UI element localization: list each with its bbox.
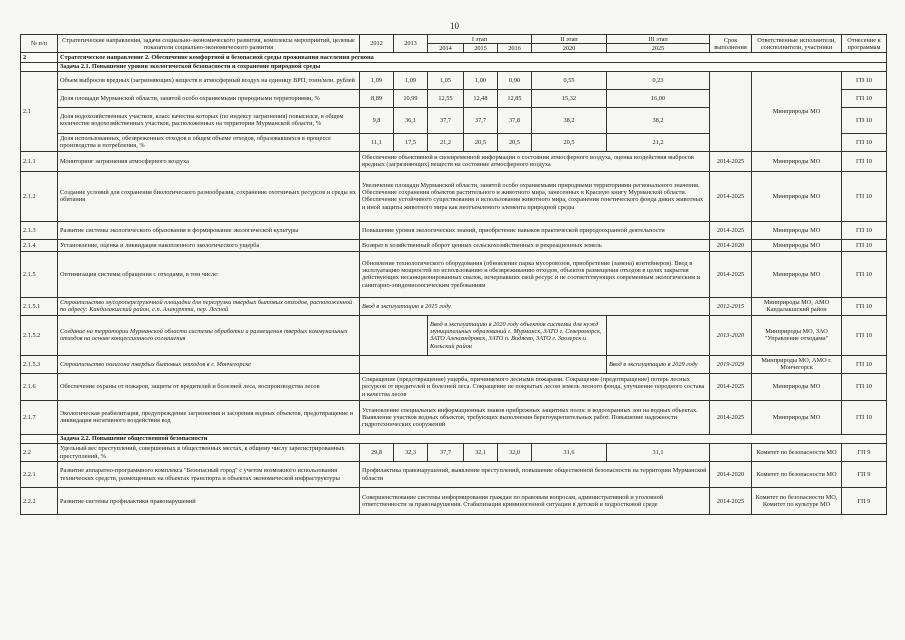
header-2016: 2016 [498,44,532,53]
task-row [21,62,887,71]
indicator-label: Удельный вес преступлений, совершенных в общественных местах, к общему числу зарегистрированных преступлений, % [58,444,360,462]
value-2015: 1,00 [464,71,498,89]
header-num: № п/п [21,35,58,53]
responsible-cell: Минприроды МО [752,239,842,251]
value-2012: 8,89 [360,89,394,107]
header-responsible: Ответственные исполнители, соисполнители, участники [752,35,842,53]
measure-row [21,239,887,251]
measure-result: Обеспечение объективной и своевременной информации о состоянии атмосферного воздуха, оценка воздействия выбросов вредных (загрязняющих) веществ на состояние атмосферного воздуха [360,151,710,171]
value-2025: 21,2 [607,133,710,151]
measure-title: Развитие системы экологического образования и формирование экологической культуры [58,221,360,239]
measure-row [21,488,887,515]
program-cell: ГП 10 [842,297,887,315]
measure-row [21,151,887,171]
indicator-label: Доля площади Мурманской области, занятой особо охраняемыми природными территориями, % [58,89,360,107]
deadline-cell: 2014-2020 [710,239,752,251]
measure-row [21,462,887,488]
value-2012: 1,09 [360,71,394,89]
header-program: Отнесение к программам [842,35,887,53]
measure-num: 2.1.5.2 [21,315,58,355]
responsible-cell: Минприроды МО, ЗАО "Управление отходами" [752,315,842,355]
program-cell: ГП 10 [842,315,887,355]
responsible-cell: Минприроды МО [752,400,842,434]
value-2013: 36,1 [394,107,428,133]
value-2020: 31,6 [532,444,607,462]
measure-num: 2.2.1 [21,462,58,488]
indicator-label: Объем выбросов вредных (загрязняющих) веществ в атмосферный воздух на единицу ВРП, тонн/млн. рублей [58,71,360,89]
measure-result: Сокращение (предотвращение) ущерба, причиняемого лесными пожарами. Сокращение (предотвращение) потерь лесных ресурсов от вредителей и болезней леса. Сокращение не покрытых лесом земель лесного фонда, улучшение породного состава и качества лесов [360,373,710,400]
value-2013: 17,5 [394,133,428,151]
responsible-cell: Минприроды МО [752,171,842,221]
program-cell: ГП 9 [842,444,887,462]
value-2014: 21,2 [428,133,464,151]
measure-title: Обеспечение охраны от пожаров, защиты от вредителей и болезней леса, воспроизводства лесов [58,373,360,400]
value-2020: 20,5 [532,133,607,151]
value-2020: 15,32 [532,89,607,107]
measure-row [21,171,887,221]
measure-result: Ввод в эксплуатацию в 2020 году объектов системы для нужд муниципальных образований г. Мурманск, ЗАТО г. Североморск, ЗАТО Александровск, ЗАТО п. Видяево, ЗАТО г. Заозерск и Кольский район [428,315,607,355]
header-stage-1: I этап [428,35,532,44]
measure-title: Установление, оценка и ликвидация накопленного экологического ущерба [58,239,360,251]
program-cell: ГП 10 [842,355,887,373]
program-cell: ГП 9 [842,488,887,515]
program-cell: ГП 10 [842,133,887,151]
value-2015: 37,7 [464,107,498,133]
deadline-cell: 2019-2029 [710,355,752,373]
measure-num: 2.1.6 [21,373,58,400]
program-cell: ГП 10 [842,151,887,171]
measure-row [21,251,887,297]
value-2025: 0,23 [607,71,710,89]
deadline-cell: 2014-2025 [710,373,752,400]
value-2015: 20,5 [464,133,498,151]
value-2014: 12,55 [428,89,464,107]
value-2012: 9,8 [360,107,394,133]
value-2020: 0,55 [532,71,607,89]
measure-num: 2.2.2 [21,488,58,515]
header-2025: 2025 [607,44,710,53]
value-2025: 31,1 [607,444,710,462]
measure-title: Создание условий для сохранения биологического разнообразия, сохранение охотничьих ресурсов и среды их обитания [58,171,360,221]
responsible-cell: Комитет по безопасности МО, Комитет по культуре МО [752,488,842,515]
value-2014: 37,7 [428,107,464,133]
program-cell: ГП 10 [842,107,887,133]
value-2016: 20,5 [498,133,532,151]
header-directions: Стратегические направления, задачи социально-экономического развития, комплексы мероприятий, целевые показатели социально-экономического развития [58,35,360,53]
measure-num: 2.1.1 [21,151,58,171]
measure-num: 2.1.3 [21,221,58,239]
measure-num: 2.1.7 [21,400,58,434]
responsible-cell: Минприроды МО [752,373,842,400]
program-cell: ГП 10 [842,373,887,400]
deadline-cell: 2014-2025 [710,221,752,239]
indicator-row [21,444,887,462]
measure-result: Ввод в эксплуатацию в 2015 году [360,297,710,315]
measure-result: Профилактика правонарушений, выявление преступлений, повышение общественной безопасности на территории Мурманской области [360,462,710,488]
measure-result: Установление специальных информационных знаков прибрежных защитных полос и водоохранных зон на водных объектах. Выявление участков водных объектов, требующих выполнения берегоукрепительных работ. Повышение надежности гидротехнических сооружений [360,400,710,434]
responsible-cell: Комитет по безопасности МО [752,444,842,462]
value-2015: 12,48 [464,89,498,107]
deadline-cell: 2012-2015 [710,297,752,315]
measure-title: Строительство полигона твердых бытовых отходов в г. Мончегорске [58,355,360,373]
measure-title: Оптимизация системы обращения с отходами, в том числе: [58,251,360,297]
program-cell: ГП 10 [842,71,887,89]
value-2012: 29,8 [360,444,394,462]
measure-row [21,373,887,400]
measure-title: Экологическая реабилитация, предупреждение загрязнения и засорения водных объектов, предотвращение и ликвидация негативного воздействия вод [58,400,360,434]
responsible-cell: Минприроды МО [752,221,842,239]
deadline-cell: 2014-2025 [710,400,752,434]
task-row [21,434,887,443]
header-stage-2: II этап [532,35,607,44]
strategy-num: 2 [21,53,58,62]
measure-row [21,297,887,315]
measure-result: Возврат в хозяйственный оборот ценных сельскохозяйственных и рекреационных земель [360,239,710,251]
measure-title: Развитие аппаратно-программного комплекса "Безопасный город" с учетом возможного использования технических средств, размещенных на объектах транспорта и объектах экономической инфраструктуры [58,462,360,488]
measure-title: Мониторинг загрязнения атмосферного воздуха [58,151,360,171]
measure-num: 2.1.2 [21,171,58,221]
measure-result: Увеличение площади Мурманской области, занятой особо охраняемыми природными территориями регионального значения. Обеспечение сохранения объектов растительного и животного мира, занесенных в Красную книгу Мурманской области. Обеспечение устойчивого существования и использования животного мира, сохранения генетического фонда диких животных и иной защиты животного мира как неотъемлемого элемента природной среды [360,171,710,221]
deadline-cell: 2014-2025 [710,488,752,515]
measure-result: Обновление технологического оборудования (обновление парка мусоровозов, приобретение (замена) контейнеров). Ввод в эксплуатацию мощностей по использованию и обезвреживанию отходов, объектов размещения отходов в целях закрытия действующих несанкционированных свалок, исчерпавших свой ресурс и не соответствующих современным экологическим и санитарно-эпидемиологическим требованиям [360,251,710,297]
program-cell: ГП 10 [842,251,887,297]
header-2013: 2013 [394,35,428,53]
indicator-label: Доля использованных, обезвреженных отходов в общем объеме отходов, образовавшихся в процессе производства и потребления, % [58,133,360,151]
measure-num: 2.1.5.3 [21,355,58,373]
deadline-cell: 2014-2020 [710,462,752,488]
responsible-cell: Минприроды МО, АМО г. Мончегорск [752,355,842,373]
strategy-title: Стратегическое направление 2. Обеспечение комфортной и безопасной среды проживания населения региона [58,53,887,62]
program-cell: ГП 10 [842,400,887,434]
deadline-cell: 2014-2025 [710,251,752,297]
measure-title: Строительство мусороперегрузочной площадки для перегрузки твердых бытовых отходов, расположенной по адресу: Кандалакшский район, с.п. Алакуртти, пер. Лесной [58,297,360,315]
deadline-cell: 2014-2025 [710,151,752,171]
measure-result: Совершенствование системы информирования граждан по правовым вопросам, административной и уголовной ответственности за правонарушения. Стабилизация криминогенной ситуации в детской и подростковой среде [360,488,710,515]
task-title: Задача 2.2. Повышение общественной безопасности [58,434,887,443]
value-2025: 16,00 [607,89,710,107]
measure-row [21,315,887,355]
deadline-cell: 2013-2020 [710,315,752,355]
strategy-row [21,53,887,62]
indicator-row [21,71,887,89]
header-row-1 [21,35,887,44]
value-2014: 1,05 [428,71,464,89]
value-2015: 32,1 [464,444,498,462]
measure-num: 2.1.5 [21,251,58,297]
value-2016: 32,0 [498,444,532,462]
task-title: Задача 2.1. Повышение уровня экологической безопасности и сохранение природной среды [58,62,887,71]
program-cell: ГП 9 [842,462,887,488]
header-deadline: Срок выполнения [710,35,752,53]
measure-num: 2.1.5.1 [21,297,58,315]
measure-row [21,400,887,434]
program-cell: ГП 10 [842,89,887,107]
value-2016: 37,8 [498,107,532,133]
value-2014: 37,7 [428,444,464,462]
document-table [20,34,886,515]
measure-title: Развитие системы профилактики правонарушений [58,488,360,515]
header-2015: 2015 [464,44,498,53]
program-cell: ГП 10 [842,171,887,221]
responsible-cell: Комитет по безопасности МО [752,462,842,488]
program-cell: ГП 10 [842,221,887,239]
responsible-cell: Минприроды МО [752,151,842,171]
value-2013: 10,99 [394,89,428,107]
group-num: 2.1 [21,71,58,151]
value-2016: 12,85 [498,89,532,107]
value-2013: 32,3 [394,444,428,462]
header-stage-3: III этап [607,35,710,44]
value-2020: 38,2 [532,107,607,133]
program-cell: ГП 10 [842,239,887,251]
measure-title: Создание на территории Мурманской области системы обработки и размещения твердых коммунальных отходов на основе концессионного соглашения [58,315,360,355]
header-2012: 2012 [360,35,394,53]
group-num: 2.2 [21,444,58,462]
responsible-cell: Минприроды МО [752,251,842,297]
deadline-cell: 2014-2025 [710,171,752,221]
measure-row [21,221,887,239]
measure-row [21,355,887,373]
header-2014: 2014 [428,44,464,53]
header-2020: 2020 [532,44,607,53]
value-2013: 1,09 [394,71,428,89]
indicator-label: Доля водохозяйственных участков, класс качества которых (по индексу загрязнения) повысился, в общем количестве водохозяйственных участков, расположенных на территории Мурманской области, % [58,107,360,133]
value-2016: 0,90 [498,71,532,89]
responsible-cell: Минприроды МО, АМО Кандалакшский район [752,297,842,315]
responsible-cell: Минприроды МО [752,71,842,151]
measure-num: 2.1.4 [21,239,58,251]
value-2012: 11,1 [360,133,394,151]
measure-result: Ввод в эксплуатацию в 2029 году [607,355,710,373]
page-number: 10 [450,21,459,31]
measure-result: Повышение уровня экологических знаний, приобретение навыков практической природоохранной деятельности [360,221,710,239]
value-2025: 38,2 [607,107,710,133]
